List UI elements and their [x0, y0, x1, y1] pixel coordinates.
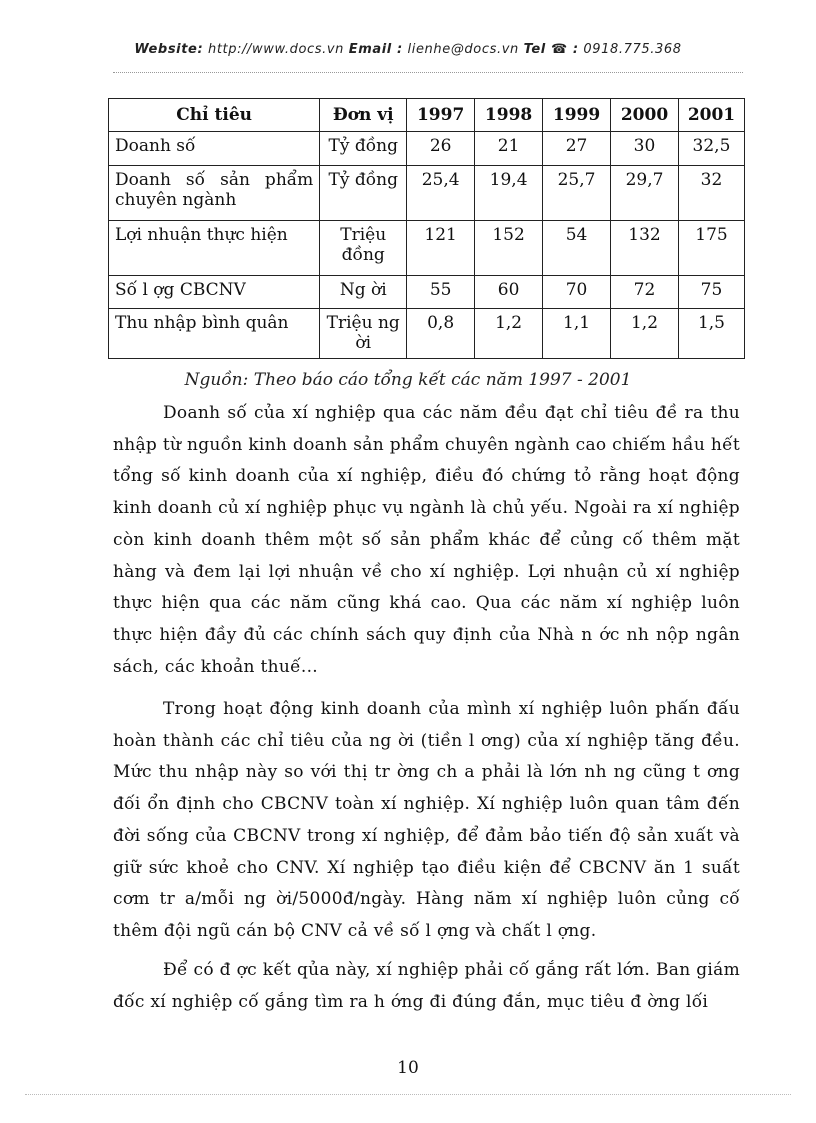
- page-header: [0, 42, 816, 57]
- table-cell: 25,4: [407, 166, 475, 221]
- table-header-cell: 1997: [407, 99, 475, 132]
- table-cell: 121: [407, 221, 475, 276]
- body-paragraph: [113, 694, 740, 948]
- table-cell: 70: [543, 276, 611, 309]
- row-label: Lợi nhuận thực hiện: [109, 221, 320, 276]
- row-unit: Triệu đồng: [320, 221, 407, 276]
- tel-label: Tel ☎ :: [523, 42, 579, 57]
- table-cell: 75: [678, 276, 744, 309]
- table-row: [109, 276, 745, 309]
- table-header-cell: Chỉ tiêu: [109, 99, 320, 132]
- table-cell: 27: [543, 132, 611, 166]
- row-label: Doanh số sản phẩm chuyên ngành: [109, 166, 320, 221]
- paragraph-text: Để có đ ợc kết qủa này, xí nghiệp phải cố gắng rất lớn. Ban giám đốc xí nghiệp cố gắng tìm ra h ớng đi đúng đắn, mục tiêu đ ờng lối: [113, 960, 740, 1012]
- table-cell: 152: [475, 221, 543, 276]
- table-cell: 132: [611, 221, 679, 276]
- website-url[interactable]: http://www.docs.vn: [208, 42, 345, 57]
- table-cell: 21: [475, 132, 543, 166]
- table-cell: 60: [475, 276, 543, 309]
- table-header-cell: 1998: [475, 99, 543, 132]
- row-unit: Tỷ đồng: [320, 166, 407, 221]
- table-cell: 29,7: [611, 166, 679, 221]
- row-label: Doanh số: [109, 132, 320, 166]
- paragraph-text: Doanh số của xí nghiệp qua các năm đều đạt chỉ tiêu đề ra thu nhập từ nguồn kinh doanh sản phẩm chuyên ngành cao chiếm hầu hết tổng số kinh doanh của xí nghiệp, điều đó chứng tỏ rằng hoạt động kinh doanh củ xí nghiệp phục vụ ngành là chủ yếu. Ngoài ra xí nghiệp còn kinh doanh thêm một số sản phẩm khác để củng cố thêm mặt hàng và đem lại lợi nhuận về cho xí nghiệp. Lợi nhuận củ xí nghiệp thực hiện qua các năm cũng khá cao. Qua các năm xí nghiệp luôn thực hiện đầy đủ các chính sách quy định của Nhà n ớc nh nộp ngân sách, các khoản thuế...: [113, 403, 740, 677]
- body-paragraph: [113, 398, 740, 683]
- table-header-cell: 2001: [678, 99, 744, 132]
- table-row: [109, 221, 745, 276]
- table-header-cell: Đơn vị: [320, 99, 407, 132]
- table-cell: 30: [611, 132, 679, 166]
- table-cell: 32: [678, 166, 744, 221]
- statistics-table: [108, 98, 745, 359]
- table-cell: 1,2: [475, 309, 543, 359]
- table-cell: 0,8: [407, 309, 475, 359]
- email-label: Email :: [348, 42, 403, 57]
- table-cell: 32,5: [678, 132, 744, 166]
- table-cell: 1,2: [611, 309, 679, 359]
- row-unit: Ng ời: [320, 276, 407, 309]
- table-cell: 55: [407, 276, 475, 309]
- body-paragraph: [113, 955, 740, 1018]
- page-number: 10: [397, 1058, 419, 1078]
- table-source-caption: Nguồn: Theo báo cáo tổng kết các năm 1997 - 2001: [184, 370, 632, 390]
- row-unit: Triệu ng ời: [320, 309, 407, 359]
- table-cell: 72: [611, 276, 679, 309]
- table-header-row: [109, 99, 745, 132]
- row-label: Số l ợg CBCNV: [109, 276, 320, 309]
- table-row: [109, 309, 745, 359]
- row-unit: Tỷ đồng: [320, 132, 407, 166]
- paragraph-text: Trong hoạt động kinh doanh của mình xí nghiệp luôn phấn đấu hoàn thành các chỉ tiêu của ng ời (tiền l ơng) của xí nghiệp tăng đều. Mức thu nhập này so với thị tr ờng ch a phải là lớn nh ng cũng t ơng đối ổn định cho CBCNV toàn xí nghiệp. Xí nghiệp luôn quan tâm đến đời sống của CBCNV trong xí nghiệp, để đảm bảo tiến độ sản xuất và giữ sức khoẻ cho CNV. Xí nghiệp tạo điều kiện để CBCNV ăn 1 suất cơm tr a/mỗi ng ời/5000đ/ngày. Hàng năm xí nghiệp luôn củng cố thêm đội ngũ cán bộ CNV cả về số l ợng và chất l ợng.: [113, 699, 740, 941]
- table-cell: 25,7: [543, 166, 611, 221]
- email-value[interactable]: lienhe@docs.vn: [407, 42, 519, 57]
- table-cell: 1,5: [678, 309, 744, 359]
- table-row: [109, 166, 745, 221]
- table-cell: 19,4: [475, 166, 543, 221]
- table-header-cell: 1999: [543, 99, 611, 132]
- header-divider: [113, 72, 743, 73]
- footer-divider: [25, 1094, 791, 1095]
- table-cell: 54: [543, 221, 611, 276]
- tel-value: 0918.775.368: [583, 42, 682, 57]
- table-cell: 175: [678, 221, 744, 276]
- table-header-cell: 2000: [611, 99, 679, 132]
- table-cell: 26: [407, 132, 475, 166]
- table-row: [109, 132, 745, 166]
- row-label: Thu nhập bình quân: [109, 309, 320, 359]
- website-label: Website:: [134, 42, 204, 57]
- table-cell: 1,1: [543, 309, 611, 359]
